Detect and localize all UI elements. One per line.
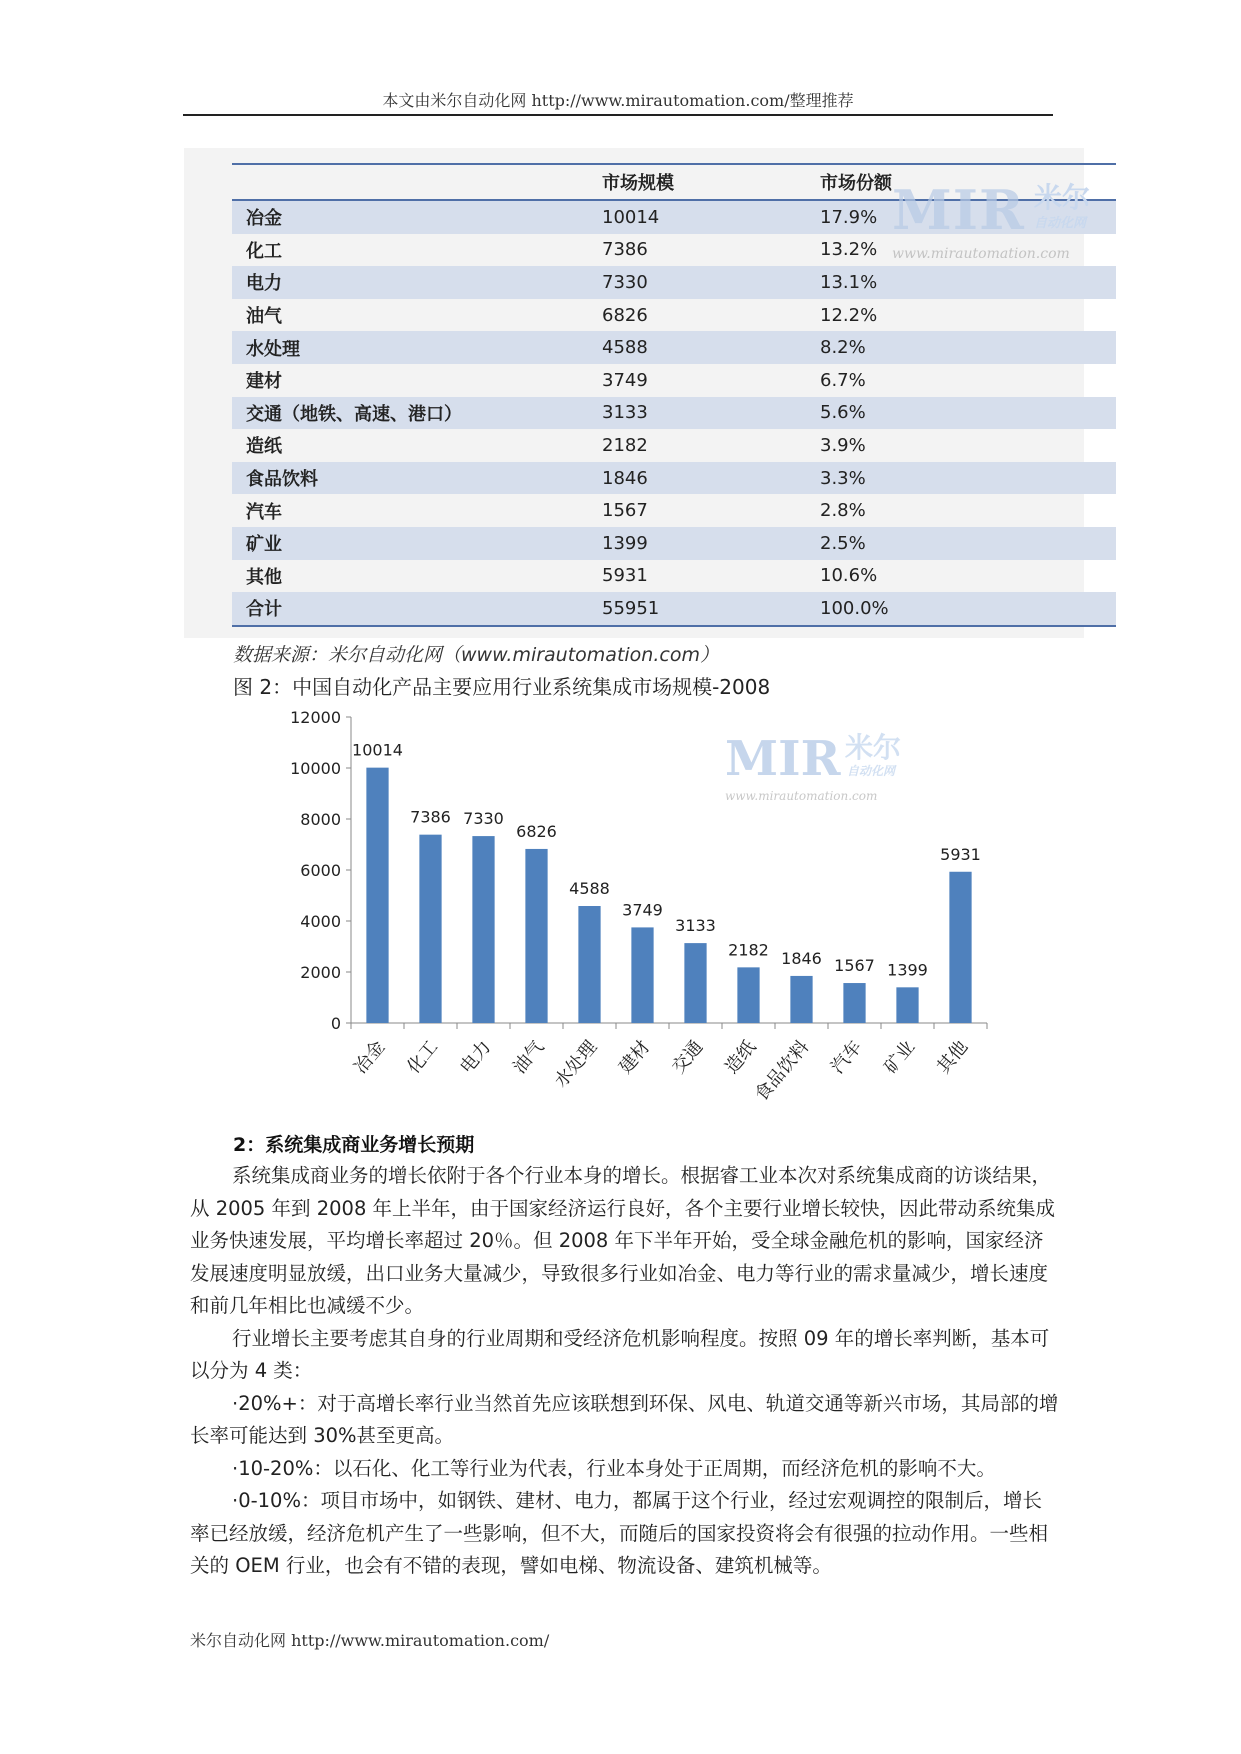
table-row [232, 592, 1116, 626]
paragraph: ·10-20%：以石化、化工等行业为代表，行业本身处于正周期，而经济危机的影响不大。 [232, 1456, 996, 1480]
col-header-industry [232, 164, 602, 200]
x-tick-label: 化工 [403, 1036, 443, 1078]
data-label: 7330 [463, 809, 504, 829]
cell-share: 2.8% [820, 500, 866, 522]
y-tick-label: 12000 [290, 708, 341, 727]
cell-industry: 建材 [246, 371, 282, 393]
data-label: 6826 [516, 821, 557, 841]
y-tick-label: 8000 [300, 810, 341, 829]
table-row [232, 266, 1116, 299]
table-row [232, 364, 1116, 397]
cell-industry: 汽车 [246, 501, 282, 523]
data-label: 4588 [569, 879, 610, 899]
cell-share: 8.2% [820, 331, 1116, 364]
page-footer: 米尔自动化网 http://www.mirautomation.com/ [190, 1631, 550, 1650]
col-header-share: 市场份额 [820, 164, 1116, 200]
paragraph: 系统集成商业务的增长依附于各个行业本身的增长。根据睿工业本次对系统集成商的访谈结果，从 2005 年到 2008 年上半年，由于国家经济运行良好，各个主要行业增长较快，因此带动系统集成业务快速发展，平均增长率超过 20％。但 2008 年下半年开始，受全球金融危机的影响，国家经济发展速度明显放缓，出口业务大量减少，导致很多行业如冶金、电力等行业的需求量减少，增长速度和前几年相比也减缓不少。 [190, 1164, 1056, 1317]
section-title: 2：系统集成商业务增长预期 [233, 1134, 475, 1156]
y-tick-label: 6000 [300, 861, 341, 880]
chart-watermark-cn: 米尔 [845, 731, 902, 764]
table-row [232, 494, 1116, 527]
cell-size: 5931 [602, 565, 648, 587]
cell-share: 3.3% [820, 462, 1116, 495]
cell-share: 13.2% [820, 239, 878, 261]
watermark-logo: MIR 米尔 自动化网 www.mirautomation.com [892, 178, 1091, 262]
cell-industry: 冶金 [232, 200, 602, 234]
y-tick-label: 2000 [300, 963, 341, 982]
bar [419, 835, 441, 1023]
cell-share: 6.7% [820, 369, 866, 391]
cell-industry: 食品饮料 [232, 462, 602, 495]
source-note: 数据来源：米尔自动化网（www.mirautomation.com） [233, 644, 719, 666]
header-rule [183, 114, 1053, 116]
bar [790, 976, 812, 1023]
bar [737, 967, 759, 1023]
bar [366, 768, 388, 1023]
x-tick-label: 电力 [456, 1036, 496, 1078]
bar [949, 872, 971, 1023]
bar [578, 906, 600, 1023]
cell-industry: 水处理 [232, 331, 602, 364]
cell-size: 2182 [602, 434, 648, 456]
paragraph: ·0-10%：项目市场中，如钢铁、建材、电力，都属于这个行业，经过宏观调控的限制后，增长率已经放缓，经济危机产生了一些影响，但不大，而随后的国家投资将会有很强的拉动作用。一些相关的 OEM 行业，也会有不错的表现，譬如电梯、物流设备、建筑机械等。 [190, 1489, 1049, 1577]
cell-industry: 其他 [246, 566, 282, 588]
table-row [232, 527, 1116, 560]
bar [896, 987, 918, 1023]
cell-share: 3.9% [820, 434, 866, 456]
cell-industry: 油气 [246, 306, 282, 328]
bar [684, 943, 706, 1023]
figure-caption: 图 2：中国自动化产品主要应用行业系统集成市场规模-2008 [233, 675, 771, 699]
chart-watermark-url: www.mirautomation.com [725, 789, 878, 803]
cell-size: 3133 [602, 397, 820, 430]
table-row [232, 462, 1116, 495]
data-label: 7386 [410, 807, 451, 827]
data-label: 3749 [622, 900, 663, 920]
cell-share: 100.0% [820, 592, 1116, 626]
page-header: 本文由米尔自动化网 http://www.mirautomation.com/整理推荐 [382, 91, 854, 110]
cell-size: 1567 [602, 500, 648, 522]
cell-size: 55951 [602, 592, 820, 626]
cell-size: 6826 [602, 304, 648, 326]
data-label: 1399 [887, 960, 928, 980]
data-label: 1567 [834, 956, 875, 976]
cell-industry: 化工 [246, 240, 282, 262]
cell-share: 12.2% [820, 304, 878, 326]
table-row [232, 429, 1116, 462]
x-tick-label: 水处理 [550, 1036, 602, 1092]
data-label: 5931 [940, 844, 981, 864]
cell-industry: 造纸 [246, 436, 282, 458]
chart-watermark-sub: 自动化网 [847, 764, 896, 778]
cell-share: 2.5% [820, 527, 1116, 560]
bar [525, 849, 547, 1023]
chart-watermark-logo: MIR [725, 731, 841, 787]
bar-chart [287, 705, 994, 1123]
table-row [232, 331, 1116, 364]
y-tick-label: 4000 [300, 912, 341, 931]
x-tick-label: 建材 [615, 1036, 655, 1078]
cell-share: 17.9% [820, 200, 1116, 234]
cell-share: 13.1% [820, 266, 1116, 299]
x-tick-label: 其他 [933, 1036, 973, 1078]
data-label: 2182 [728, 940, 769, 960]
x-tick-label: 食品饮料 [750, 1036, 814, 1106]
paragraph: 行业增长主要考虑其自身的行业周期和受经济危机影响程度。按照 09 年的增长率判断，基本可以分为 4 类： [190, 1326, 1050, 1382]
bar [843, 983, 865, 1023]
cell-share: 5.6% [820, 397, 1116, 430]
y-tick-label: 0 [330, 1014, 341, 1033]
data-label: 1846 [781, 948, 822, 968]
data-label: 10014 [352, 740, 403, 760]
cell-size: 7386 [602, 239, 648, 261]
x-tick-label: 矿业 [880, 1036, 920, 1078]
paragraph: ·20%+：对于高增长率行业当然首先应该联想到环保、风电、轨道交通等新兴市场，其局部的增长率可能达到 30%甚至更高。 [190, 1391, 1059, 1447]
table-row [232, 560, 1116, 593]
x-tick-label: 造纸 [721, 1036, 761, 1078]
cell-industry: 电力 [232, 266, 602, 299]
y-tick-label: 10000 [290, 759, 341, 778]
cell-size: 10014 [602, 200, 820, 234]
table-row [232, 397, 1116, 430]
cell-size: 4588 [602, 331, 820, 364]
bar [472, 836, 494, 1023]
cell-industry: 交通（地铁、高速、港口） [232, 397, 602, 430]
x-tick-label: 汽车 [827, 1036, 867, 1078]
section-body [190, 1160, 1060, 1583]
col-header-size: 市场规模 [602, 164, 820, 200]
table-row [232, 299, 1116, 332]
cell-industry: 矿业 [232, 527, 602, 560]
cell-size: 1399 [602, 527, 820, 560]
x-tick-label: 油气 [509, 1036, 549, 1078]
cell-size: 3749 [602, 369, 648, 391]
cell-share: 10.6% [820, 565, 878, 587]
cell-size: 7330 [602, 266, 820, 299]
cell-industry: 合计 [232, 592, 602, 626]
x-tick-label: 冶金 [350, 1036, 390, 1078]
x-tick-label: 交通 [668, 1036, 708, 1078]
data-label: 3133 [675, 916, 716, 936]
bar [631, 927, 653, 1023]
cell-size: 1846 [602, 462, 820, 495]
